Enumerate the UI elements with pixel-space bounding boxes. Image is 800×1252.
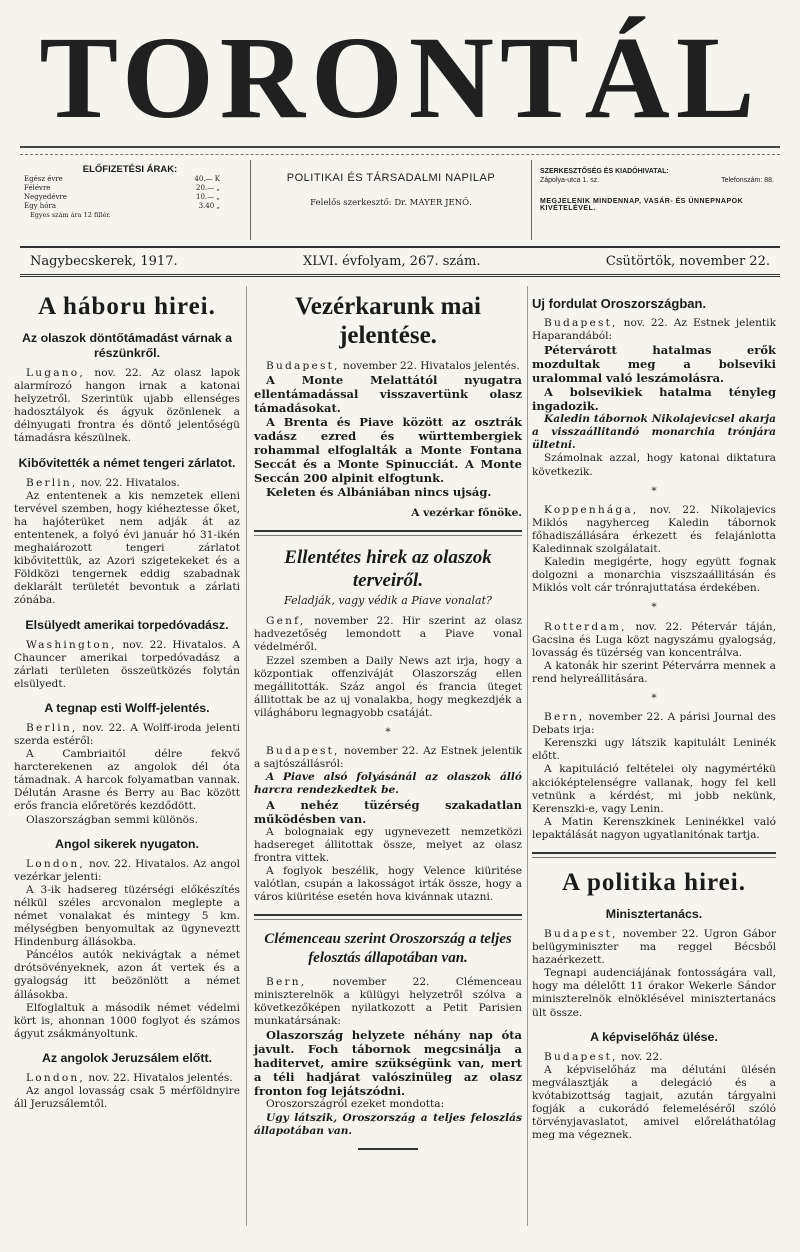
article-text: A képviselőház ma délutáni ülésén megválasztják a delegáció és a kvótabizottság tagjait, azután tárgyalni fogják a cukorádó felemeléséről szóló törvényjavaslatot, amivel előreláthatólag meg ma végeznek. <box>532 1063 776 1142</box>
article-title-russia: Uj fordulat Oroszországban. <box>532 296 707 311</box>
single-copy-price: Egyes szám ára 12 fillér. <box>30 211 111 219</box>
article-text: Tegnapi audenciájának fontosságára vall, hogy ma délelőtt 11 órakor Wekerle Sándor miniszterelnök elnöklésével minisztertanács ült össze. <box>532 967 776 1019</box>
article-text: A bolsevikiek hatalma tényleg ingadozik. <box>532 385 776 414</box>
article-title: Elsülyedt amerikai torpedóvadász. <box>25 617 229 632</box>
article-title-staff-report: Vezérkarunk mai jelentése. <box>295 293 481 349</box>
section-title-politics: A politika hirei. <box>562 869 746 896</box>
section-divider <box>254 530 522 536</box>
article-text: Olaszország helyzete néhány nap óta javult. Foch tábornok megcsinálja a haditervet, amire szükségünk van, mert a téli hadjárat valószinüleg az olasz fronton fog lejátszódni. <box>254 1028 522 1099</box>
price-row: Egy hóra 3.40 „ <box>24 202 220 210</box>
place-dateline: Bern, <box>544 711 585 724</box>
section-divider <box>254 914 522 920</box>
office-info <box>540 160 780 240</box>
publishing-note: MEGJELENIK MINDENNAP, VASÁR- ÉS ÜNNEPNAPOK KIVÉTELÉVEL. <box>540 198 744 212</box>
article-text: Számolnak azzal, hogy katonai diktatura következik. <box>532 452 776 478</box>
article-title: Az angolok Jeruzsálem előtt. <box>41 1050 213 1065</box>
place-year: Nagybecskerek, 1917. <box>30 253 178 269</box>
signature: A vezérkar főnöke. <box>411 507 522 520</box>
article-title: A tegnap esti Wolff-jelentés. <box>44 700 210 715</box>
price-row: Félévre 20.— „ <box>24 184 220 192</box>
price-row: Negyedévre 10.— „ <box>24 193 220 201</box>
office-address: Zápolya-utca 1. sz. <box>540 177 600 184</box>
article-text: A foglyok beszélik, hogy Velence kiüritése valótlan, csupán a lakosságot irták össze, hogy a város kiüritése esetén hova kivánnak utazni. <box>254 864 522 903</box>
article-text: Bern, november 22. Clémenceau miniszterelnök a külügyi helyzetről szólva a következőképen nyilatkozott a Petit Parisien munkatársának: <box>254 976 522 1028</box>
price-row: Egész évre 40.— K <box>24 175 220 183</box>
place-dateline: Rotterdam, <box>544 620 627 633</box>
place-dateline: Berlin, <box>26 721 78 734</box>
article-title: Kibővitették a német tengeri zárlatot. <box>18 455 236 470</box>
column-divider <box>246 286 247 1226</box>
article-text: Budapest, november 22. Hivatalos jelentés. <box>266 360 520 372</box>
place-dateline: London, <box>26 1071 85 1084</box>
article-text: Olaszországban semmi különös. <box>26 813 198 826</box>
article-text: A 3-ik hadsereg tüzérségi előkészítés nélkül széles arcvonalon meglepte a német vonalakat és mintegy 5 km. mélységben benyomultak az ügyneveztt Hindenburg állásokba. <box>14 883 240 949</box>
article-text: Washington, nov. 22. Hivatalos. A Chauncer amerikai torpedóvadász a zárlati területen összeütközés folytán elsülyedt. <box>14 638 241 690</box>
editor-line: Felelős szerkesztő: Dr. MAYER JENŐ. <box>310 198 472 208</box>
article-text: A Piave alsó folyásánál az olaszok álló harcra rendezkedtek be. <box>254 771 522 797</box>
article-text: Ezzel szemben a Daily News azt irja, hogy a központiak offenziváját Olaszország ellen megállitották. Száz angol és francia üteget állitottak be az uj vonalakba, hogy megkezdjék a világháboru legnagyobb csatáját. <box>254 654 522 719</box>
article-title: Az olaszok döntőtámadást várnak a részünkről. <box>21 331 232 360</box>
article-title: Minisztertanács. <box>605 907 703 921</box>
article-text: Lugano, nov. 22. Az olasz lapok alarmírozó hangon irnak a katonai helyzetről. Szerintük ujabb ellenséges hadosztályok és ágyuk özönlenek a délnyugati frontra és döntő jelentőségü támadásra készülnek. <box>14 367 240 445</box>
article-text: Páncélos autók nekivágtak a német drótsövényeknek, azon át vertek és a gyalogság itt beözönlött a német állásokba. <box>14 949 240 1001</box>
article-title-clemenceau: Clémenceau szerint Oroszország a teljes felosztás állapotában van. <box>264 931 512 967</box>
office-phone: Telefonszám: 88. <box>721 177 774 184</box>
article-text: Elfoglaltuk a második német védelmi kört is, ahonnan 1000 foglyot és számos ágyut zsákmányoltunk. <box>14 1001 240 1040</box>
article-title: Angol sikerek nyugaton. <box>55 836 199 851</box>
place-dateline: Budapest, <box>544 1050 618 1063</box>
article-text: A nehéz tüzérség szakadatlan működésben van. <box>254 797 522 826</box>
article-text: Rotterdam, nov. 22. Pétervár táján, Gacsina és Luga közt nagyszámu gyalogság, lovasság és tüzérség van koncentrálva. <box>532 620 776 659</box>
place-dateline: Berlin, <box>26 476 78 489</box>
article-text: Az angol lovasság csak 5 mérföldnyire áll Jeruzsálemtől. <box>14 1085 240 1111</box>
article-text: Koppenhága, nov. 22. Nikolajevics Miklós nagyherceg Kaledin tábornok főhadiszállására érkezett és felajánlotta Kaledinnak szolgálatait. <box>532 503 776 556</box>
article-text: Budapest, november 22. Az Estnek jelentik a sajtószállásról: <box>254 745 522 771</box>
dateline <box>20 246 780 277</box>
article-text: A katonák hir szerint Pétervárra mennek a rend helyreállitására. <box>532 659 776 685</box>
column-divider <box>527 286 528 1226</box>
article-text: A Brenta és Piave között az osztrák vadász ezred és württembergiek rohammal elfoglalták a Monte Fontana Seccát és a Monte Spinucciát. A Monte Seccán 200 alpinit elfogtunk. <box>254 415 522 486</box>
column-3 <box>532 286 776 1142</box>
article-text: A Monte Melattától nyugatra ellentámadással visszavertünk olasz támadásokat. <box>254 373 522 416</box>
place-dateline: Budapest, <box>266 745 340 758</box>
article-text: Ugy látszik, Oroszország a teljes feloszlás állapotában van. <box>254 1111 522 1137</box>
info-bar <box>20 160 780 242</box>
prices-heading: ELŐFIZETÉSI ÁRAK: <box>82 164 178 175</box>
article-text: Pétervárott hatalmas erők mozdultak meg a bolseviki uralommal való leszámolásra. <box>532 343 776 386</box>
article-text: Budapest, nov. 22. Az Estnek jelentik Haparandából: <box>532 317 776 343</box>
article-text: Kaledin megigérte, hogy együtt fognak dolgozni a monarchia viszszaállitásán és Miklós volt cár trónrajuttatása érdekében. <box>532 556 776 595</box>
place-dateline: London, <box>26 857 85 870</box>
article-text: Genf, november 22. Hir szerint az olasz hadvezetőség lemondott a Piave vonal védelméről. <box>254 615 522 654</box>
article-text: Berlin, nov. 22. A Wolff-iroda jelenti szerda estéről: <box>14 721 240 747</box>
place-dateline: Budapest, <box>266 360 340 372</box>
asterisk-separator: * <box>651 601 657 614</box>
place-dateline: Budapest, <box>544 317 618 329</box>
place-dateline: Koppenhága, <box>544 503 639 516</box>
issue-number: XLVI. évfolyam, 267. szám. <box>303 253 481 269</box>
short-divider <box>358 1148 418 1150</box>
article-text: Oroszországról ezeket mondotta: <box>266 1098 445 1111</box>
issue-day: Csütörtök, november 22. <box>605 253 770 269</box>
subscription-prices <box>20 160 240 240</box>
paper-subtitle-box <box>250 160 532 240</box>
article-text: A kapituláció feltételei oly nagymértékü akcióképtelenségre vallanak, hogy fel kell vetnünk a kérdést, mi jobb nekünk, Kerenszki-e, vagy Lenin. <box>532 763 776 815</box>
article-text: A Matin Kerenszkinek Leninékkel való lepaktálását nagyon ugyatlanitónak tartja. <box>532 815 776 841</box>
column-2 <box>254 286 522 1160</box>
paper-subtitle: POLITIKAI ÉS TÁRSADALMI NAPILAP <box>286 172 496 184</box>
article-subtitle: Feladják, vagy védik a Piave vonalat? <box>284 594 492 608</box>
article-text: A bolognaiak egy ugynevezett nemzetközi hadsereget állitottak össze, melyet az olasz frontra vittek. <box>254 825 522 864</box>
article-text: Bern, november 22. A párisi Journal des Debats irja: <box>532 711 776 737</box>
article-text: Keleten és Albániában nincs ujság. <box>266 485 492 500</box>
article-text: London, nov. 22. Hivatalos jelentés. <box>26 1071 233 1084</box>
office-contact <box>540 177 780 184</box>
article-text: Az ententenek a kis nemzetek elleni tervével szemben, hogy kiéheztesse őket, ha hajóterüket nem adják át az ententenek, a folyó évi január hó 31-ikén meghaiározott tengeri zárlatot kibővitettük, az Azori szigetekeket és a Földközi tengernek eddig szabadnak deklarált területét bevontuk a zárlati zónába. <box>14 489 240 607</box>
article-text: Kerenszki ugy látszik kapitulált Leninék előtt. <box>532 737 776 763</box>
article-title-conflicting-news: Ellentétes hirek az olaszok terveiről. <box>284 547 492 592</box>
article-text: Berlin, nov. 22. Hivatalos. <box>26 476 180 489</box>
asterisk-separator: * <box>651 691 657 704</box>
section-title-war-news: A háboru hirei. <box>38 293 216 320</box>
place-dateline: Washington, <box>26 638 117 651</box>
article-text: Budapest, november 22. Ugron Gábor belügyminiszter ma reggel Bécsből hazaérkezett. <box>532 928 776 967</box>
section-divider <box>532 852 776 858</box>
place-dateline: Budapest, <box>544 928 618 940</box>
article-text: London, nov. 22. Hivatalos. Az angol vezérkar jelenti: <box>14 857 240 883</box>
office-heading: SZERKESZTŐSÉG ÉS KIADÓHIVATAL: <box>540 168 669 175</box>
place-dateline: Bern, <box>266 976 307 989</box>
masthead-rule <box>20 146 780 155</box>
article-text: A Cambriaitól délre fekvő harcterekenen az angolok dél óta támadnak. A harcok folyamatban vannak. Délután Arasne és Berry au Bac között erős francia előretörés kezdődött. <box>14 748 240 813</box>
asterisk-separator: * <box>385 726 391 739</box>
article-title: A képviselőház ülése. <box>590 1029 718 1044</box>
article-text: Kaledin tábornok Nikolajevicsel akarja a visszaállitandó monarchia trónjára ültetni. <box>532 413 776 452</box>
masthead <box>20 12 780 148</box>
place-dateline: Genf, <box>266 615 306 628</box>
place-dateline: Lugano, <box>26 367 85 379</box>
article-text: Budapest, nov. 22. <box>544 1050 663 1063</box>
asterisk-separator: * <box>651 484 657 497</box>
newspaper-title: TORONTÁL <box>39 12 761 143</box>
column-1 <box>14 286 240 1111</box>
